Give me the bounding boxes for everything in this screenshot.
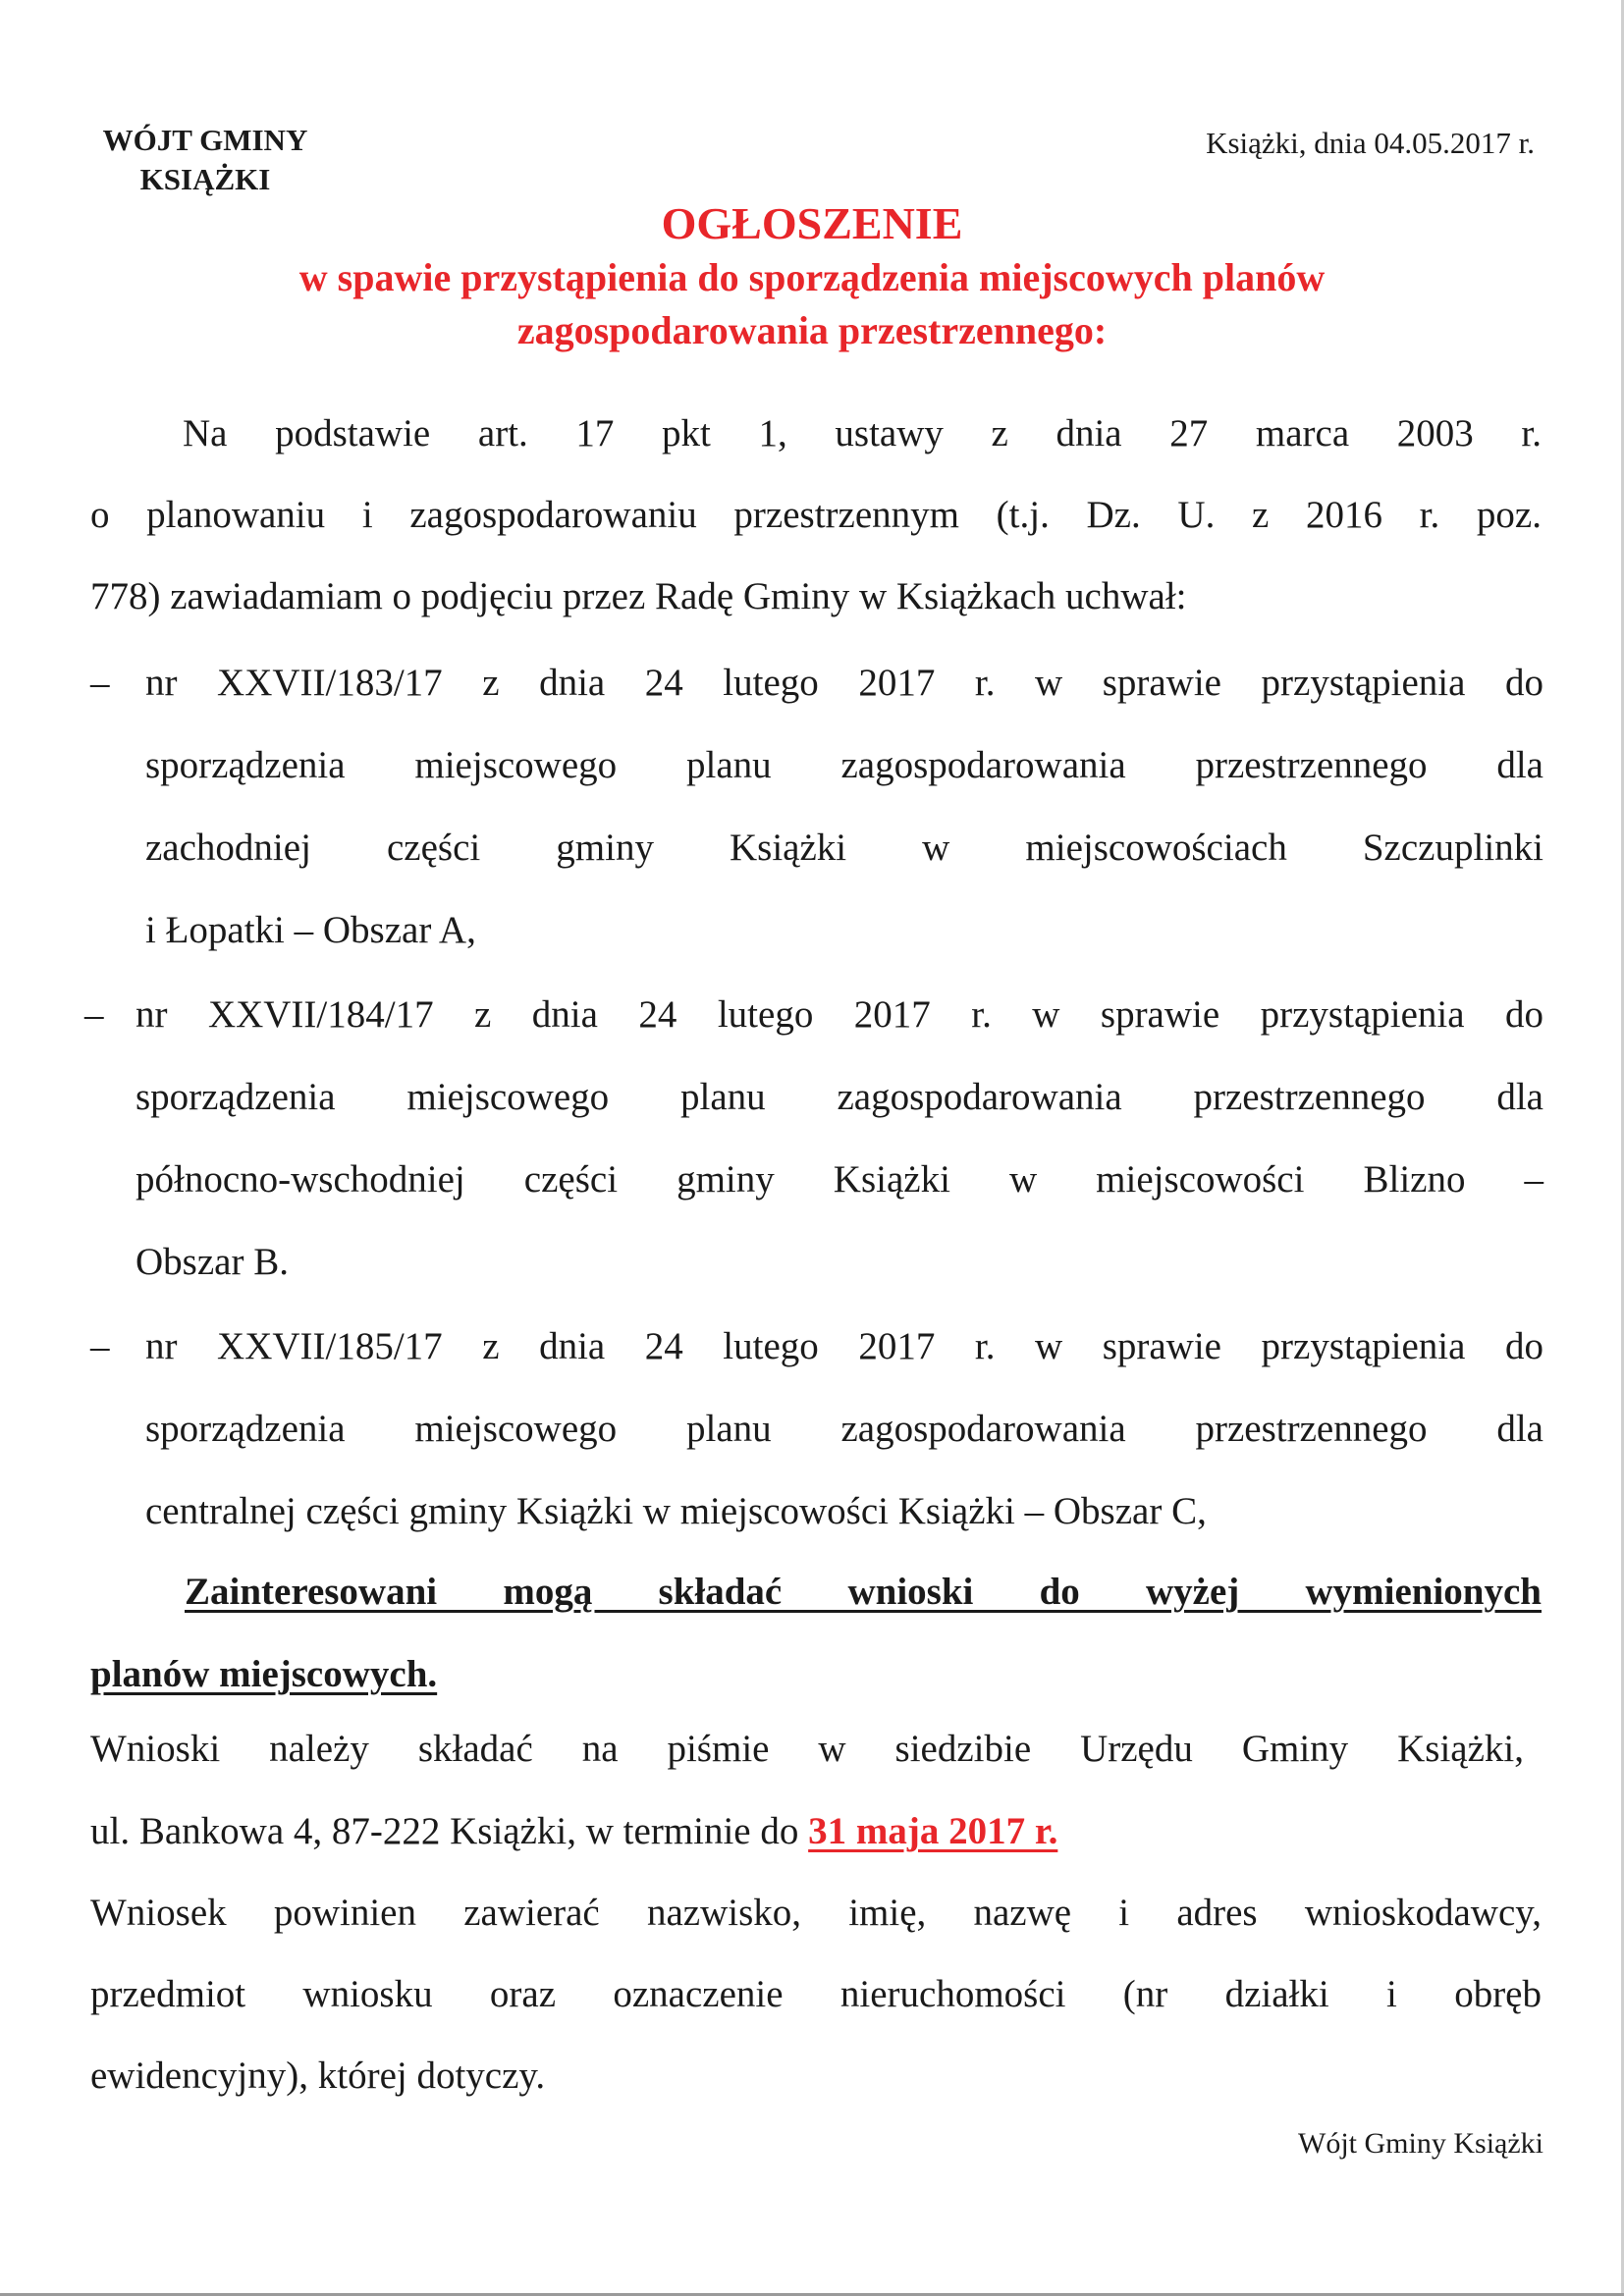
resolution-line: centralnej części gminy Książki w miejscowości Książki – Obszar C, <box>145 1490 1207 1532</box>
resolution-text <box>145 1323 1543 1535</box>
intro-line-3: 778) zawiadamiam o podjęciu przez Radę Gminy w Książkach uchwał: <box>90 575 1187 617</box>
application-contents-line-2: przedmiot wniosku oraz oznaczenie nieruchomości (nr działki i obręb <box>90 1973 1542 2015</box>
submission-line-2 <box>90 1808 1524 1855</box>
resolution-item <box>90 660 1543 954</box>
submission-line-1: Wnioski należy składać na piśmie w siedzibie Urzędu Gminy Książki, <box>90 1728 1524 1770</box>
interested-notice-line-1: Zainteresowani mogą składać wnioski do wyżej wymienionych <box>185 1571 1542 1613</box>
resolution-text <box>135 991 1543 1286</box>
resolution-line: nr XXVII/184/17 z dnia 24 lutego 2017 r. w sprawie przystąpienia do <box>135 993 1543 1036</box>
intro-line-1: Na podstawie art. 17 pkt 1, ustawy z dnia 27 marca 2003 r. <box>183 412 1542 454</box>
announcement-title: OGŁOSZENIE <box>661 198 963 248</box>
announcement-heading <box>0 196 1624 357</box>
resolution-line: sporządzenia miejscowego planu zagospodarowania przestrzennego dla <box>135 1076 1543 1118</box>
resolution-line: nr XXVII/185/17 z dnia 24 lutego 2017 r. w sprawie przystąpienia do <box>145 1325 1543 1367</box>
resolution-line: Obszar B. <box>135 1241 289 1283</box>
submission-address: ul. Bankowa 4, 87-222 Książki, w terminie do <box>90 1810 809 1852</box>
announcement-subtitle-line-2: zagospodarowania przestrzennego: <box>516 308 1108 352</box>
place-and-date: Książki, dnia 04.05.2017 r. <box>1206 126 1535 160</box>
list-dash: – <box>90 662 110 704</box>
signature: Wójt Gminy Książki <box>1298 2127 1543 2160</box>
submission-deadline: 31 maja 2017 r. <box>808 1810 1058 1852</box>
application-contents-line-3: ewidencyjny), której dotyczy. <box>90 2055 546 2097</box>
application-contents <box>90 1890 1542 2100</box>
issuer-line-1: WÓJT GMINY <box>102 123 308 157</box>
resolution-item <box>90 1323 1543 1559</box>
interested-notice-line-2: planów miejscowych. <box>90 1653 438 1695</box>
application-contents-line-1: Wniosek powinien zawierać nazwisko, imię, nazwę i adres wnioskodawcy, <box>90 1892 1542 1934</box>
resolution-text <box>145 660 1543 954</box>
intro-line-2: o planowaniu i zagospodarowaniu przestrzennym (t.j. Dz. U. z 2016 r. poz. <box>90 494 1542 536</box>
resolution-line: sporządzenia miejscowego planu zagospodarowania przestrzennego dla <box>145 744 1543 786</box>
resolution-line: zachodniej części gminy Książki w miejscowościach Szczuplinki <box>145 827 1543 869</box>
resolution-line: sporządzenia miejscowego planu zagospodarowania przestrzennego dla <box>145 1408 1543 1450</box>
submission-info <box>90 1726 1524 1855</box>
interested-notice-line-2-wrap <box>90 1651 1542 1698</box>
interested-notice <box>90 1569 1542 1698</box>
issuer-block <box>82 121 328 199</box>
list-dash: – <box>84 993 104 1036</box>
resolution-item <box>84 991 1543 1286</box>
list-dash: – <box>90 1325 110 1367</box>
resolution-line: północno-wschodniej części gminy Książki w miejscowości Blizno – <box>135 1158 1543 1201</box>
announcement-subtitle-line-1: w spawie przystąpienia do sporządzenia miejscowych planów <box>298 255 1326 299</box>
issuer-line-2: KSIĄŻKI <box>139 162 271 196</box>
resolution-line: nr XXVII/183/17 z dnia 24 lutego 2017 r. w sprawie przystąpienia do <box>145 662 1543 704</box>
resolution-line: i Łopatki – Obszar A, <box>145 909 476 951</box>
intro-paragraph <box>90 410 1542 620</box>
